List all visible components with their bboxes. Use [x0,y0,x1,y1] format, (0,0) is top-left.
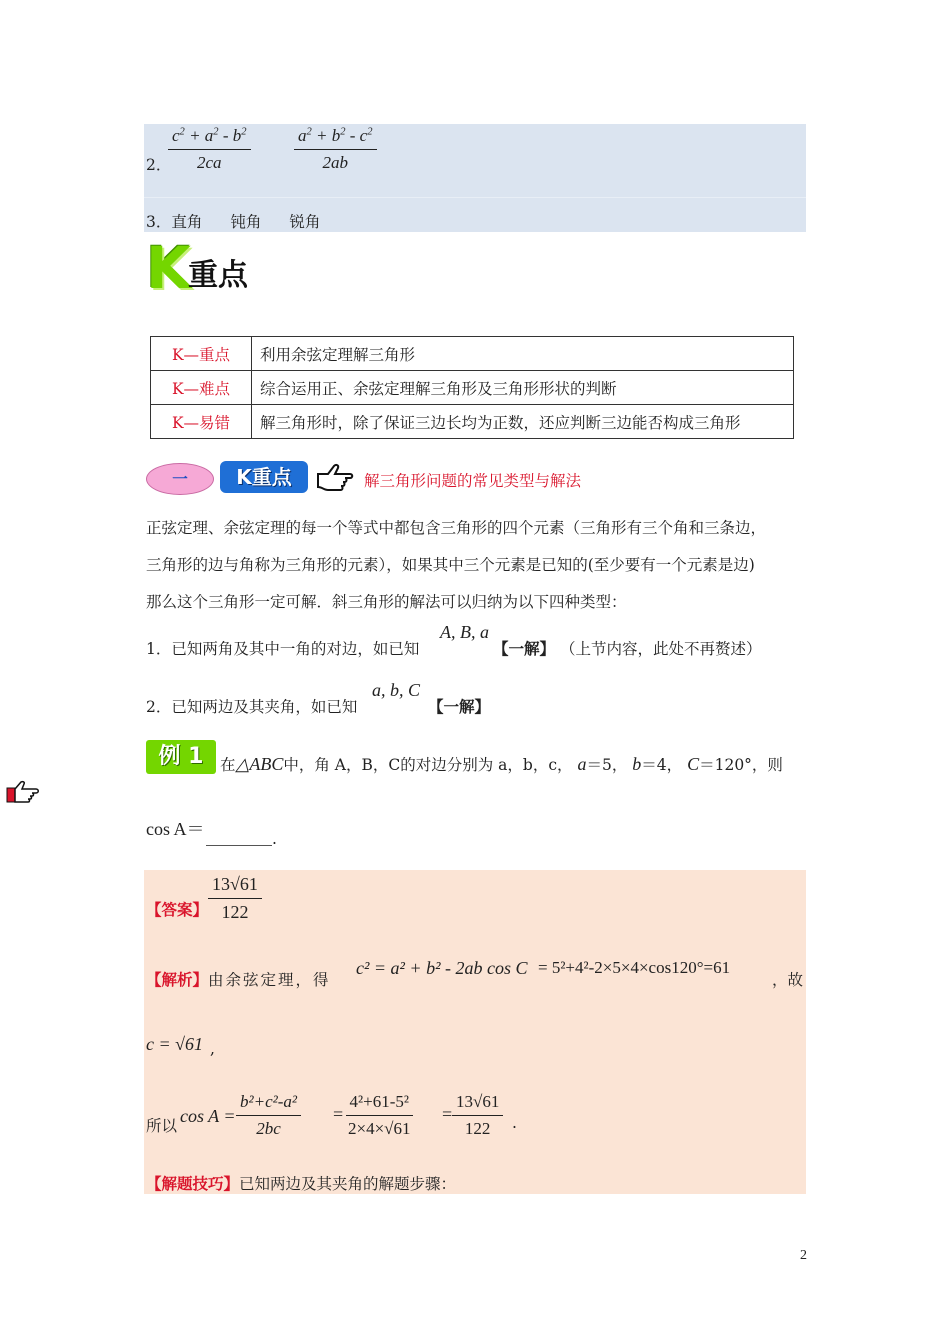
answer-numerator: 13√61 [208,874,262,899]
c-result: c = √61 [146,1034,204,1054]
answer-tag: 【答案】 [146,900,209,919]
fraction-1-numerator: b²+c²-a² [236,1092,301,1116]
answer-divider [144,197,806,198]
fraction-3-numerator: 13√61 [452,1092,503,1116]
answer-blank [206,845,272,846]
section-k-badge: K重点 [220,461,308,493]
formula-period: . [512,1114,517,1132]
val-a: ＝5， [586,756,628,774]
table-row [151,371,794,405]
triangle-abc: △ABC [235,754,284,774]
row-key: K—易错 [151,405,252,439]
fraction-1-denominator: 2bc [256,1119,281,1138]
example-mid: 中，角 A，B，C的对边分别为 a，b，c， [283,756,573,774]
analysis-formula: c² = a² + b² - 2ab cos C [356,958,528,978]
intro-line-3: 那么这个三角形一定可解．斜三角形的解法可以归纳为以下四种类型： [146,593,627,611]
intro-line-2: 三角形的边与角称为三角形的元素），如果其中三个元素是已知的(至少要有一个元素是边) [146,556,755,574]
equals-sign: = [442,1104,453,1124]
answer-fraction-1: $\frac{c^2 + a^2 - b^2}{2ca}$ [168,126,251,173]
row-key: K—难点 [151,371,252,405]
k-letter-logo: K [146,234,191,302]
fraction-3-denominator: 122 [464,1119,491,1138]
section-number-oval [146,463,214,495]
k-focus-banner [146,234,266,302]
c-result-end: , [210,1040,215,1058]
var-c: C [687,754,700,774]
table-row [151,405,794,439]
section-header [146,460,646,500]
fraction-2-numerator: 4²+61-5² [346,1092,413,1116]
angle-obtuse: 钝角 [230,213,262,231]
answer-denominator: 122 [221,902,249,922]
tip-line [146,1172,456,1194]
row-key: K—重点 [151,337,252,371]
answer-blank-period: . [272,830,277,848]
side-pointer-icon [6,780,42,810]
type-2-tag: 【一解】 [428,697,491,716]
equals-sign: = [333,1104,344,1124]
example-prefix: 在 [220,756,236,774]
key-points-table [150,336,794,439]
example-line-1 [220,753,783,775]
val-b: ＝4， [641,756,683,774]
type-1-text: 1．已知两角及其中一角的对边，如已知 [146,640,420,658]
analysis-line [146,968,331,990]
section-number: 一 [172,470,188,488]
answer-item-2-number: 2． [146,156,172,174]
answer-item-3-number: 3． [146,213,172,231]
type-2-given: a, b, C [372,680,421,700]
angle-right: 直角 [171,213,203,231]
table-row [151,337,794,371]
analysis-text: 由余弦定理，得 [208,971,331,989]
example-line-2: cos A＝ [146,819,205,839]
angle-acute: 锐角 [289,213,321,231]
answer-fraction-2: $\frac{a^2 + b^2 - c^2}{2ab}$ [294,126,377,173]
example-badge: 例 1 [146,740,216,774]
val-c: ＝120°，则 [699,756,783,774]
so-prefix: 所以 [146,1117,178,1135]
row-value: 利用余弦定理解三角形 [252,337,794,371]
cosA-label: cos A = [180,1106,236,1126]
cosA-fraction-3 [452,1092,503,1139]
type-1-tag: 【一解】 [493,639,556,658]
answer-fraction [208,874,262,923]
type-2-text: 2．已知两边及其夹角，如已知 [146,698,358,716]
pointing-hand-icon [316,462,354,498]
page-number: 2 [800,1248,807,1263]
answer-item-3 [146,210,320,232]
k-banner-text: 重点 [188,258,248,293]
tip-tag: 【解题技巧】 [146,1174,240,1193]
analysis-end: ，故 [772,971,804,989]
row-value: 综合运用正、余弦定理解三角形及三角形形状的判断 [252,371,794,405]
intro-line-1: 正弦定理、余弦定理的每一个等式中都包含三角形的四个元素（三角形有三个角和三条边， [146,519,767,537]
row-value: 解三角形时，除了保证三边长均为正数，还应判断三边能否构成三角形 [252,405,794,439]
var-b: b [632,754,642,774]
analysis-tag: 【解析】 [146,970,209,989]
cosA-fraction-1 [236,1092,301,1139]
cosA-fraction-2 [344,1092,415,1139]
section-title: 解三角形问题的常见类型与解法 [364,472,582,490]
type-1-note: （上节内容，此处不再赘述） [560,640,762,658]
type-1-given: A, B, a [440,622,489,642]
tip-text: 已知两边及其夹角的解题步骤： [239,1175,457,1193]
var-a: a [577,754,587,774]
fraction-2-denominator: 2×4×√61 [348,1119,411,1138]
analysis-evaluation: = 5²+4²-2×5×4×cos120°=61 [538,958,731,977]
